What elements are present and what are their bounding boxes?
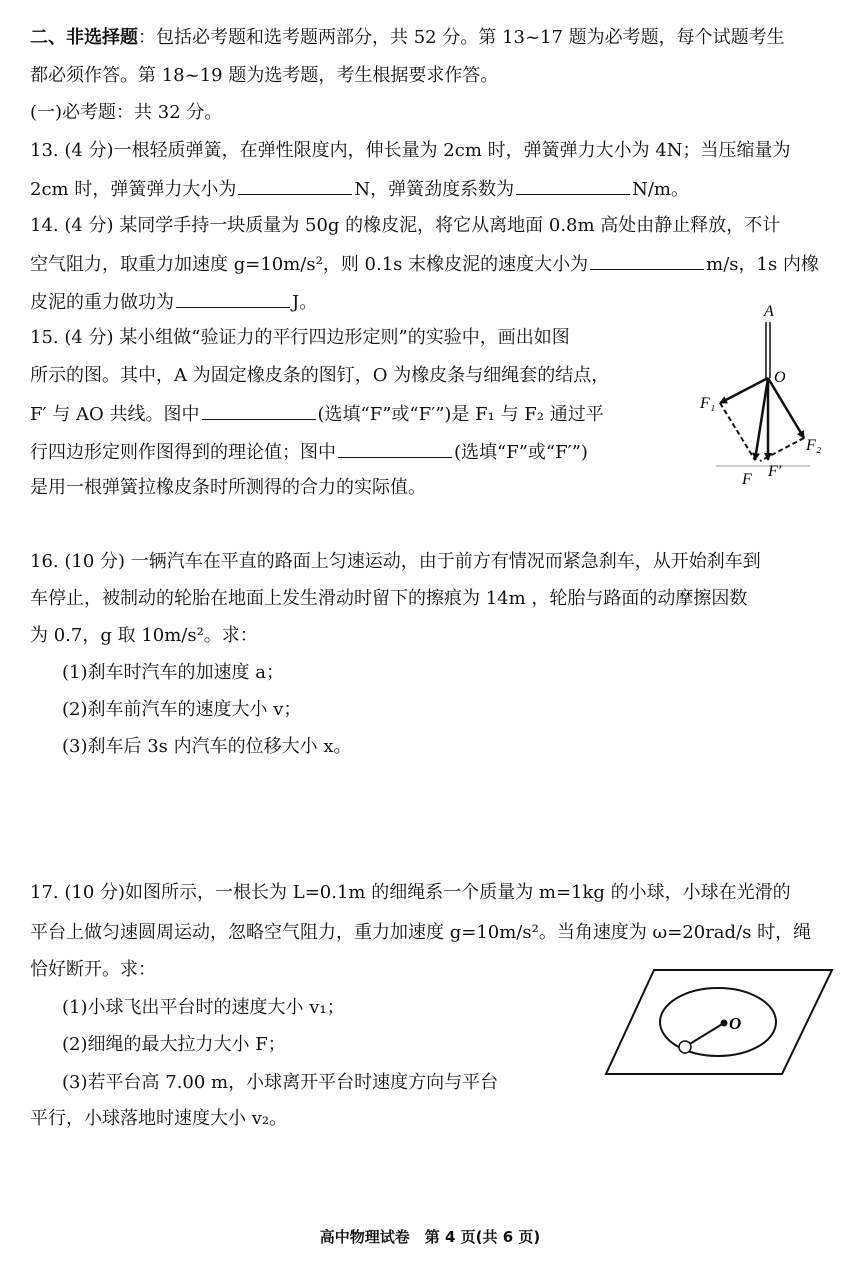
q17-sub-2: (2)细绳的最大拉力大小 F； [62,1034,286,1055]
section-heading: 二、非选择题 [30,27,138,48]
q14-line-1: 14. (4 分) 某同学手持一块质量为 50g 的橡皮泥，将它从离地面 0.8m 高处由静止释放，不计 [30,215,781,236]
q16-sub-2: (2)刹车前汽车的速度大小 v； [62,699,302,720]
page-footer: 高中物理试卷 第 4 页(共 6 页) [319,1228,541,1246]
q17-sub-3: (3)若平台高 7.00 m，小球离开平台时速度方向与平台 [62,1072,499,1093]
q16-sub-1: (1)刹车时汽车的加速度 a； [62,662,284,683]
label-F-prime: F′ [768,463,782,480]
q16-line-1: 16. (10 分) 一辆汽车在平直的路面上匀速运动，由于前方有情况而紧急刹车，从开始刹车到 [30,551,761,572]
section-intro-line-1: 二、非选择题：包括必考题和选考题两部分，共 52 分。第 13~17 题为必考题，每个试题考生 [30,27,785,48]
label-O: O [729,1014,742,1033]
label-F2: F₂ [806,437,822,454]
answer-blank[interactable] [590,251,704,270]
label-A: A [764,303,774,320]
q14-line-2: 空气阻力，取重力加速度 g=10m/s²，则 0.1s 末橡皮泥的速度大小为 m/s，1s 内橡 [30,251,819,277]
answer-blank[interactable] [176,289,290,308]
force-parallelogram-figure [690,300,830,490]
label-F: F [742,471,752,488]
answer-blank[interactable] [338,439,452,458]
q15-line-3: F′ 与 AO 共线。图中 (选填“F”或“F′”)是 F₁ 与 F₂ 通过平 [30,401,604,427]
q15-line-4: 行四边形定则作图得到的理论值；图中 (选填“F”或“F′”) [30,439,588,465]
answer-blank[interactable] [516,176,630,195]
q15-line-5: 是用一根弹簧拉橡皮条时所测得的合力的实际值。 [30,477,426,498]
required-heading: (一)必考题：共 32 分。 [30,102,223,123]
q16-line-2: 车停止，被制动的轮胎在地面上发生滑动时留下的擦痕为 14m ，轮胎与路面的动摩擦因数 [30,588,748,609]
q13-line-2: 2cm 时，弹簧弹力大小为 N，弹簧劲度系数为 N/m。 [30,176,689,202]
answer-blank[interactable] [202,401,316,420]
q17-line-1: 17. (10 分)如图所示，一根长为 L=0.1m 的细绳系一个质量为 m=1kg 的小球，小球在光滑的 [30,882,791,903]
q15-line-1: 15. (4 分) 某小组做“验证力的平行四边形定则”的实验中，画出如图 [30,327,570,348]
q15-line-2: 所示的图。其中，A 为固定橡皮条的图钉，O 为橡皮条与细绳套的结点， [30,365,610,386]
q13-line-1: 13. (4 分)一根轻质弹簧，在弹性限度内，伸长量为 2cm 时，弹簧弹力大小为 4N；当压缩量为 [30,140,791,161]
q17-line-2: 平台上做匀速圆周运动，忽略空气阻力，重力加速度 g=10m/s²。当角速度为 ω=20rad/s 时，绳 [30,922,812,943]
platform-circle-figure [604,966,834,1078]
answer-blank[interactable] [238,176,352,195]
q16-line-3: 为 0.7，g 取 10m/s²。求： [30,625,258,646]
q17-line-3: 恰好断开。求： [30,959,156,980]
q16-sub-3: (3)刹车后 3s 内汽车的位移大小 x。 [62,736,352,757]
q17-line-4: 平行，小球落地时速度大小 v₂。 [30,1108,288,1129]
section-intro-line-2: 都必须作答。第 18~19 题为选考题，考生根据要求作答。 [30,65,499,86]
label-F1: F₁ [700,395,716,412]
q14-line-3: 皮泥的重力做功为 J。 [30,289,317,315]
label-O: O [774,369,786,386]
q17-sub-1: (1)小球飞出平台时的速度大小 v₁； [62,997,345,1018]
